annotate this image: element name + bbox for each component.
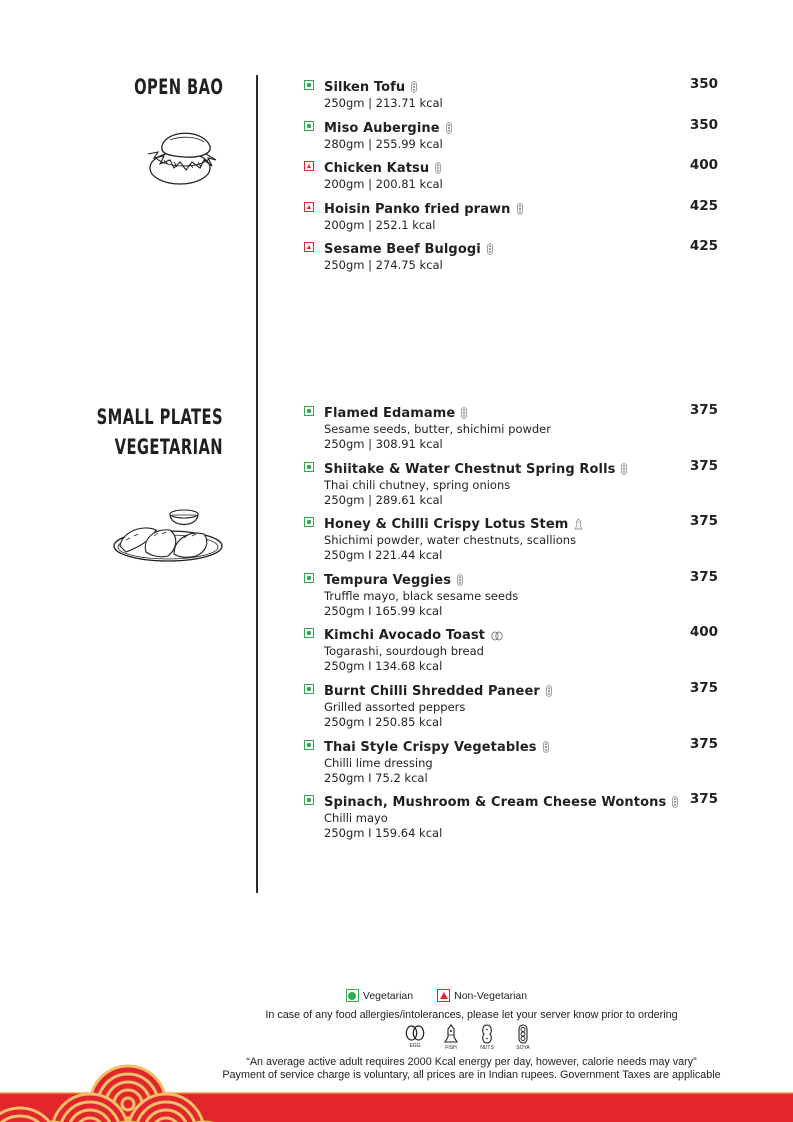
fish-icon	[574, 518, 583, 530]
soya-icon	[672, 796, 678, 808]
item-description: Grilled assorted peppers	[324, 699, 466, 714]
menu-item[interactable]	[304, 680, 720, 736]
veg-marker-icon	[304, 80, 314, 90]
item-price: 400	[689, 157, 718, 173]
item-name: Shiitake & Water Chestnut Spring Rolls	[324, 461, 616, 477]
item-portion-calories: 250gm | 308.91 kcal	[324, 437, 443, 451]
soya-icon	[446, 122, 452, 134]
allergy-note: In case of any food allergies/intolerances, please let your server know prior to ordering	[265, 1009, 678, 1021]
item-name: Chicken Katsu	[324, 161, 430, 176]
soya-icon	[517, 203, 523, 215]
item-description: Sesame seeds, butter, shichimi powder	[324, 422, 551, 436]
nonveg-marker-icon	[304, 242, 314, 252]
diet-legend	[0, 989, 793, 1002]
small-plates-menu-list	[304, 402, 720, 847]
legend-vegetarian	[346, 989, 413, 1002]
section-title-line-2: VEGETARIAN	[114, 435, 223, 459]
soya-icon	[621, 463, 627, 475]
item-description: Thai chili chutney, spring onions	[324, 477, 511, 492]
item-description: Truffle mayo, black sesame seeds	[324, 588, 519, 603]
item-price: 375	[689, 735, 718, 752]
soya-icon	[461, 407, 467, 419]
item-portion-calories: 250gm I 134.68 kcal	[324, 659, 443, 674]
item-price: 400	[689, 624, 718, 641]
item-portion-calories: 250gm I 165.99 kcal	[324, 603, 443, 618]
fish-icon	[444, 1024, 458, 1044]
soya-icon	[518, 1024, 528, 1044]
egg-icon	[491, 631, 503, 641]
soya-icon	[435, 162, 441, 174]
allergen-label: EGG	[409, 1043, 421, 1049]
item-portion-calories: 200gm | 252.1 kcal	[324, 217, 436, 232]
item-portion-calories: 250gm | 289.61 kcal	[324, 492, 443, 507]
section-title-line-1: SMALL PLATES	[96, 405, 223, 429]
item-name: Burnt Chilli Shredded Paneer	[324, 683, 540, 699]
column-divider	[256, 75, 258, 893]
soya-icon	[457, 574, 463, 586]
soya-icon	[487, 243, 493, 255]
item-portion-calories: 250gm I 159.64 kcal	[324, 826, 443, 841]
veg-marker-icon	[304, 740, 314, 750]
nonveg-marker-icon	[304, 202, 314, 212]
menu-item[interactable]	[304, 238, 720, 279]
item-price: 375	[689, 791, 718, 808]
item-name: Silken Tofu	[324, 80, 406, 95]
menu-item[interactable]	[304, 513, 720, 569]
menu-item[interactable]	[304, 624, 720, 680]
veg-marker-icon	[304, 517, 314, 527]
nonveg-marker-icon	[304, 161, 314, 171]
item-name: Sesame Beef Bulgogi	[324, 242, 481, 257]
item-name: Tempura Veggies	[324, 572, 452, 588]
item-description: Chilli lime dressing	[324, 755, 433, 770]
nuts-icon	[481, 1024, 493, 1044]
item-name: Hoisin Panko fried prawn	[324, 201, 511, 217]
menu-item[interactable]	[304, 569, 720, 625]
item-portion-calories: 250gm I 221.44 kcal	[324, 548, 443, 563]
veg-marker-icon	[304, 121, 314, 131]
veg-marker-icon	[304, 462, 314, 472]
soya-icon	[546, 685, 552, 697]
soya-icon	[543, 741, 549, 753]
veg-legend-icon	[346, 989, 359, 1002]
item-description: Chilli mayo	[324, 811, 388, 826]
item-price: 350	[689, 76, 718, 92]
calorie-advisory-note: “An average active adult requires 2000 Kcal energy per day, however, calorie needs may vary”	[246, 1056, 697, 1068]
section-title-small-plates-vegetarian	[97, 402, 223, 462]
legend-non-vegetarian	[437, 989, 527, 1002]
item-description: Togarashi, sourdough bread	[324, 644, 484, 659]
item-name: Flamed Edamame	[324, 406, 456, 421]
item-description: Shichimi powder, water chestnuts, scallions	[324, 533, 577, 548]
bao-bun-illustration	[140, 124, 222, 188]
item-portion-calories: 250gm I 75.2 kcal	[324, 770, 428, 785]
item-name: Miso Aubergine	[324, 120, 440, 136]
veg-marker-icon	[304, 684, 314, 694]
soya-icon	[411, 81, 417, 93]
item-portion-calories: 250gm I 250.85 kcal	[324, 714, 443, 729]
menu-item[interactable]	[304, 791, 720, 847]
item-price: 375	[689, 568, 718, 585]
dumplings-illustration	[112, 508, 224, 562]
open-bao-menu-list	[304, 76, 720, 279]
item-name: Honey & Chilli Crispy Lotus Stem	[324, 517, 569, 533]
item-price: 375	[689, 457, 718, 474]
allergen-key-egg	[403, 1024, 427, 1051]
item-portion-calories: 200gm | 200.81 kcal	[324, 177, 443, 191]
menu-item[interactable]	[304, 117, 720, 158]
allergen-key-fish	[439, 1024, 463, 1051]
allergen-key-nuts	[475, 1024, 499, 1051]
item-portion-calories: 280gm | 255.99 kcal	[324, 136, 443, 151]
section-title-open-bao: OPEN BAO	[133, 75, 223, 99]
allergen-label: SOYA	[516, 1045, 530, 1051]
nonveg-legend-icon	[437, 989, 450, 1002]
menu-item[interactable]	[304, 736, 720, 792]
service-charge-note: Payment of service charge is voluntary, all prices are in Indian rupees. Government Taxes are applicable	[222, 1069, 721, 1081]
legend-nonveg-label: Non-Vegetarian	[454, 989, 528, 1002]
item-price: 375	[689, 402, 718, 418]
legend-veg-label: Vegetarian	[362, 989, 414, 1002]
menu-item[interactable]	[304, 458, 720, 514]
item-name: Spinach, Mushroom & Cream Cheese Wontons	[324, 795, 667, 811]
allergen-label: NUTS	[480, 1045, 494, 1051]
item-portion-calories: 250gm | 274.75 kcal	[324, 258, 443, 272]
menu-item[interactable]	[304, 402, 720, 458]
item-price: 350	[689, 116, 718, 133]
item-price: 425	[689, 197, 718, 214]
item-name: Thai Style Crispy Vegetables	[324, 739, 537, 755]
veg-marker-icon	[304, 573, 314, 583]
egg-icon	[405, 1024, 425, 1042]
allergen-key-soya	[511, 1024, 535, 1051]
item-price: 375	[689, 513, 718, 530]
allergen-label: FISH	[445, 1045, 457, 1051]
item-price: 425	[689, 238, 718, 254]
allergen-key	[403, 1024, 535, 1051]
item-portion-calories: 250gm | 213.71 kcal	[324, 96, 443, 110]
menu-item[interactable]	[304, 198, 720, 239]
item-name: Kimchi Avocado Toast	[324, 628, 486, 644]
veg-marker-icon	[304, 406, 314, 416]
menu-item[interactable]	[304, 76, 720, 117]
item-price: 375	[689, 679, 718, 696]
veg-marker-icon	[304, 628, 314, 638]
veg-marker-icon	[304, 795, 314, 805]
menu-item[interactable]	[304, 157, 720, 198]
